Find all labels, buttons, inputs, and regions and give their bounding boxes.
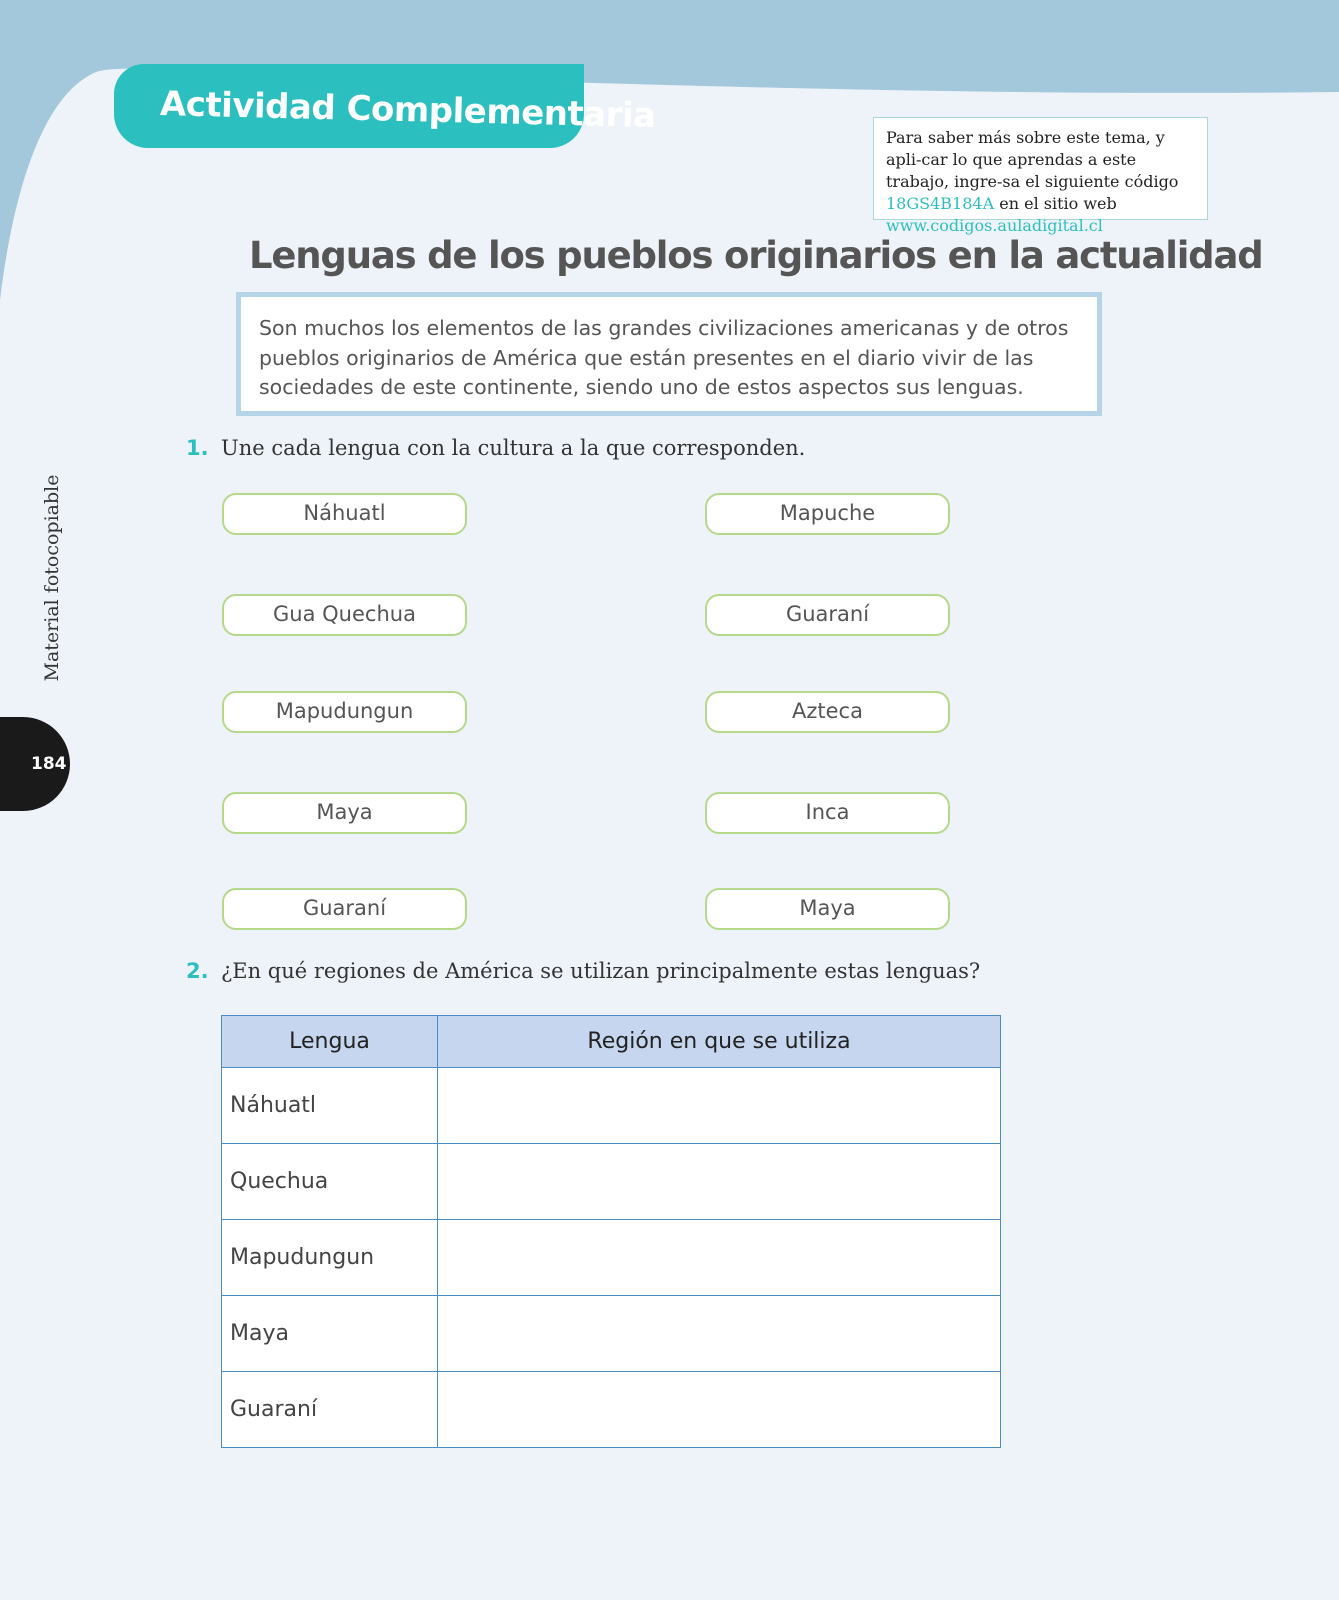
question-1-number: 1. <box>186 436 209 460</box>
table-row <box>222 1144 1001 1220</box>
language-cell: Náhuatl <box>222 1068 438 1144</box>
region-answer-cell[interactable] <box>438 1296 1001 1372</box>
question-1-text: Une cada lengua con la cultura a la que corresponden. <box>221 436 806 460</box>
language-cell: Mapudungun <box>222 1220 438 1296</box>
side-label: Material fotocopiable <box>41 474 63 682</box>
question-1 <box>186 436 805 460</box>
question-2-number: 2. <box>186 959 209 983</box>
question-2-text: ¿En qué regiones de América se utilizan principalmente estas lenguas? <box>221 959 981 983</box>
intro-box: Son muchos los elementos de las grandes civilizaciones americanas y de otros pueblos originarios de América que están presentes en el diario vivir de las sociedades de este continente, siendo uno de estos aspectos sus lenguas. <box>236 292 1102 416</box>
match-left-item[interactable]: Guaraní <box>222 888 467 930</box>
region-answer-cell[interactable] <box>438 1220 1001 1296</box>
language-cell: Quechua <box>222 1144 438 1220</box>
column-header-lengua: Lengua <box>222 1016 438 1068</box>
match-right-item[interactable]: Maya <box>705 888 950 930</box>
page-title: Lenguas de los pueblos originarios en la actualidad <box>249 234 1263 277</box>
region-answer-cell[interactable] <box>438 1144 1001 1220</box>
match-right-item[interactable]: Inca <box>705 792 950 834</box>
info-box <box>873 117 1208 235</box>
page-number: 184 <box>0 717 70 811</box>
table-row <box>222 1068 1001 1144</box>
region-answer-cell[interactable] <box>438 1068 1001 1144</box>
table-row <box>222 1220 1001 1296</box>
info-text: Para saber más sobre este tema, y apli-car lo que aprendas a este trabajo, ingre-sa el siguiente código <box>886 128 1179 191</box>
match-left-item[interactable]: Mapudungun <box>222 691 467 733</box>
access-code: 18GS4B184A <box>886 194 995 213</box>
match-right-item[interactable]: Mapuche <box>705 493 950 535</box>
table-header-row <box>222 1016 1001 1068</box>
regions-table <box>221 1015 1001 1448</box>
match-left-item[interactable]: Gua Quechua <box>222 594 467 636</box>
table-row <box>222 1372 1001 1448</box>
column-header-region: Región en que se utiliza <box>438 1016 1001 1068</box>
match-left-item[interactable]: Náhuatl <box>222 493 467 535</box>
info-text-2: en el sitio web <box>999 194 1117 213</box>
table-row <box>222 1296 1001 1372</box>
banner-title: Actividad Complementaria <box>159 84 657 137</box>
language-cell: Guaraní <box>222 1372 438 1448</box>
question-2 <box>186 959 980 983</box>
match-right-item[interactable]: Azteca <box>705 691 950 733</box>
language-cell: Maya <box>222 1296 438 1372</box>
match-right-item[interactable]: Guaraní <box>705 594 950 636</box>
match-left-item[interactable]: Maya <box>222 792 467 834</box>
website-link[interactable]: www.codigos.auladigital.cl <box>886 216 1103 235</box>
region-answer-cell[interactable] <box>438 1372 1001 1448</box>
